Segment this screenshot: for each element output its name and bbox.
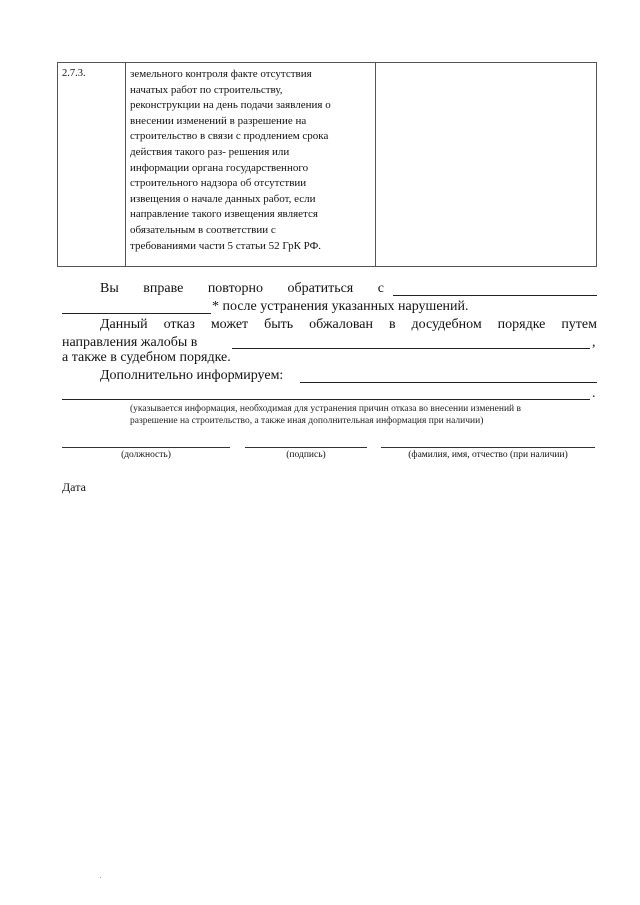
row-text-line: требованиями части 5 статьи 52 ГрК РФ. [130, 239, 322, 252]
reapply-word: повторно [207, 281, 263, 296]
row-comment-cell [376, 63, 596, 266]
signature-line [245, 447, 367, 448]
reapply-suffix: * после устранения указанных нарушений. [212, 299, 469, 314]
row-text-line: строительство в связи с продлением срока [130, 130, 329, 143]
reapply-word: обратиться [287, 281, 354, 296]
row-text-line: информации органа государственного [130, 161, 309, 174]
row-text-line: действия такого раз- решения или [130, 145, 290, 158]
grounds-table-row [57, 62, 597, 267]
signature-caption: (подпись) [286, 450, 326, 460]
row-text-line: извещения о начале данных работ, если [130, 192, 316, 205]
reapply-authority-blank-cont [62, 313, 211, 314]
appeal-line-3: а также в судебном порядке. [62, 350, 231, 365]
date-label: Дата [62, 480, 86, 494]
additional-label: Дополнительно информируем: [100, 368, 284, 383]
row-number: 2.7.3. [58, 63, 126, 266]
reapply-word: вправе [143, 281, 184, 296]
row-description [126, 63, 376, 266]
appeal-authority-blank [232, 348, 590, 349]
row-text-line: строительного надзора об отсутствии [130, 177, 307, 190]
additional-blank [300, 382, 597, 383]
additional-end-mark: . [592, 386, 596, 401]
additional-note-line-1: (указывается информация, необходимая для устранения причин отказа во внесении изменений в [130, 404, 521, 414]
scan-speck [100, 877, 101, 878]
row-text-line: направление такого извещения является [130, 208, 318, 221]
position-line [62, 447, 230, 448]
full-name-caption: (фамилия, имя, отчество (при наличии) [408, 450, 568, 460]
position-caption: (должность) [121, 450, 171, 460]
reapply-sentence [100, 281, 384, 297]
row-text-line: начатых работ по строительству, [130, 83, 283, 96]
row-text-line: обязательным в соответствии с [130, 223, 276, 236]
row-text-line: реконструкции на день подачи заявления о [130, 99, 331, 112]
reapply-word: Вы [100, 281, 119, 296]
additional-blank-2 [62, 399, 590, 400]
appeal-line-2-end: , [592, 335, 596, 350]
reapply-authority-blank [393, 295, 597, 296]
full-name-line [381, 447, 595, 448]
row-text-line: земельного контроля факте отсутствия [130, 68, 312, 80]
reapply-word: с [377, 281, 384, 296]
row-text-line: внесении изменений в разрешение на [130, 114, 307, 127]
appeal-line-1: Данный отказ может быть обжалован в досудебном порядке путем [100, 317, 597, 332]
additional-note-line-2: разрешение на строительство, а также иная дополнительная информация при наличии) [130, 416, 484, 426]
appeal-line-2: направления жалобы в [62, 335, 198, 350]
